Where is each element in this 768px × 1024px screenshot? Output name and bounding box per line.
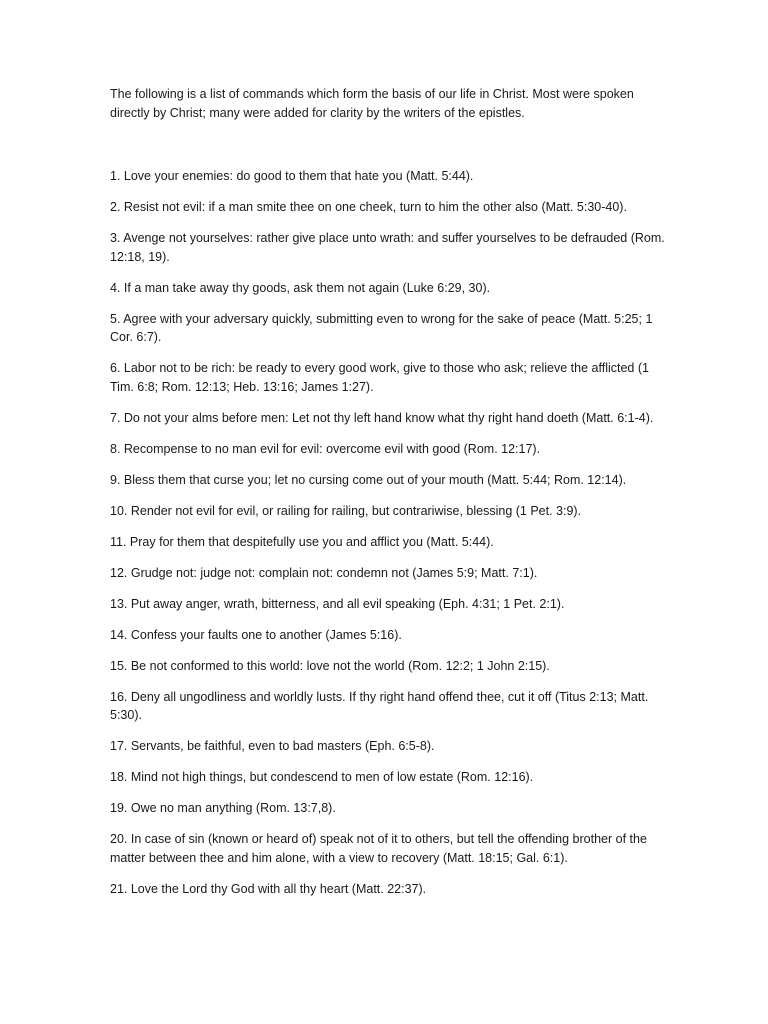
command-item-3: 3. Avenge not yourselves: rather give place unto wrath: and suffer yourselves to be defrauded (Rom. 12:18, 19). bbox=[110, 231, 665, 264]
command-item-12: 12. Grudge not: judge not: complain not: condemn not (James 5:9; Matt. 7:1). bbox=[110, 565, 538, 580]
document-page bbox=[110, 85, 670, 911]
command-item-13: 13. Put away anger, wrath, bitterness, and all evil speaking (Eph. 4:31; 1 Pet. 2:1). bbox=[110, 596, 565, 611]
command-item-21: 21. Love the Lord thy God with all thy heart (Matt. 22:37). bbox=[110, 881, 427, 896]
command-item-4: 4. If a man take away thy goods, ask them not again (Luke 6:29, 30). bbox=[110, 280, 491, 295]
command-item-6: 6. Labor not to be rich: be ready to every good work, give to those who ask; relieve the afflicted (1 Tim. 6:8; Rom. 12:13; Heb. 13:16; James 1:27). bbox=[110, 361, 649, 394]
commands-list bbox=[110, 167, 670, 898]
intro-paragraph: The following is a list of commands which form the basis of our life in Christ. Most were spoken directly by Christ; many were added for clarity by the writers of the epistles. bbox=[110, 87, 634, 120]
command-item-2: 2. Resist not evil: if a man smite thee on one cheek, turn to him the other also (Matt. 5:30-40). bbox=[110, 200, 627, 214]
command-item-9: 9. Bless them that curse you; let no cursing come out of your mouth (Matt. 5:44; Rom. 12:14). bbox=[110, 472, 627, 487]
command-item-5: 5. Agree with your adversary quickly, submitting even to wrong for the sake of peace (Matt. 5:25; 1 Cor. 6:7). bbox=[110, 311, 653, 344]
command-item-16: 16. Deny all ungodliness and worldly lusts. If thy right hand offend thee, cut it off (Titus 2:13; Matt. 5:30). bbox=[110, 689, 649, 722]
command-item-10: 10. Render not evil for evil, or railing for railing, but contrariwise, blessing (1 Pet. 3:9). bbox=[110, 503, 582, 518]
command-item-7: 7. Do not your alms before men: Let not thy left hand know what thy right hand doeth (Matt. 6:1-4). bbox=[110, 410, 654, 425]
command-item-1: 1. Love your enemies: do good to them that hate you (Matt. 5:44). bbox=[110, 169, 474, 183]
command-item-19: 19. Owe no man anything (Rom. 13:7,8). bbox=[110, 801, 336, 815]
command-item-18: 18. Mind not high things, but condescend to men of low estate (Rom. 12:16). bbox=[110, 770, 534, 784]
command-item-17: 17. Servants, be faithful, even to bad masters (Eph. 6:5-8). bbox=[110, 739, 435, 753]
command-item-11: 11. Pray for them that despitefully use you and afflict you (Matt. 5:44). bbox=[110, 534, 494, 549]
command-item-14: 14. Confess your faults one to another (James 5:16). bbox=[110, 627, 402, 642]
command-item-20: 20. In case of sin (known or heard of) speak not of it to others, but tell the offending brother of the matter between thee and him alone, with a view to recovery (Matt. 18:15; Gal. 6:1). bbox=[110, 832, 647, 865]
command-item-15: 15. Be not conformed to this world: love not the world (Rom. 12:2; 1 John 2:15). bbox=[110, 658, 550, 673]
command-item-8: 8. Recompense to no man evil for evil: overcome evil with good (Rom. 12:17). bbox=[110, 441, 541, 456]
